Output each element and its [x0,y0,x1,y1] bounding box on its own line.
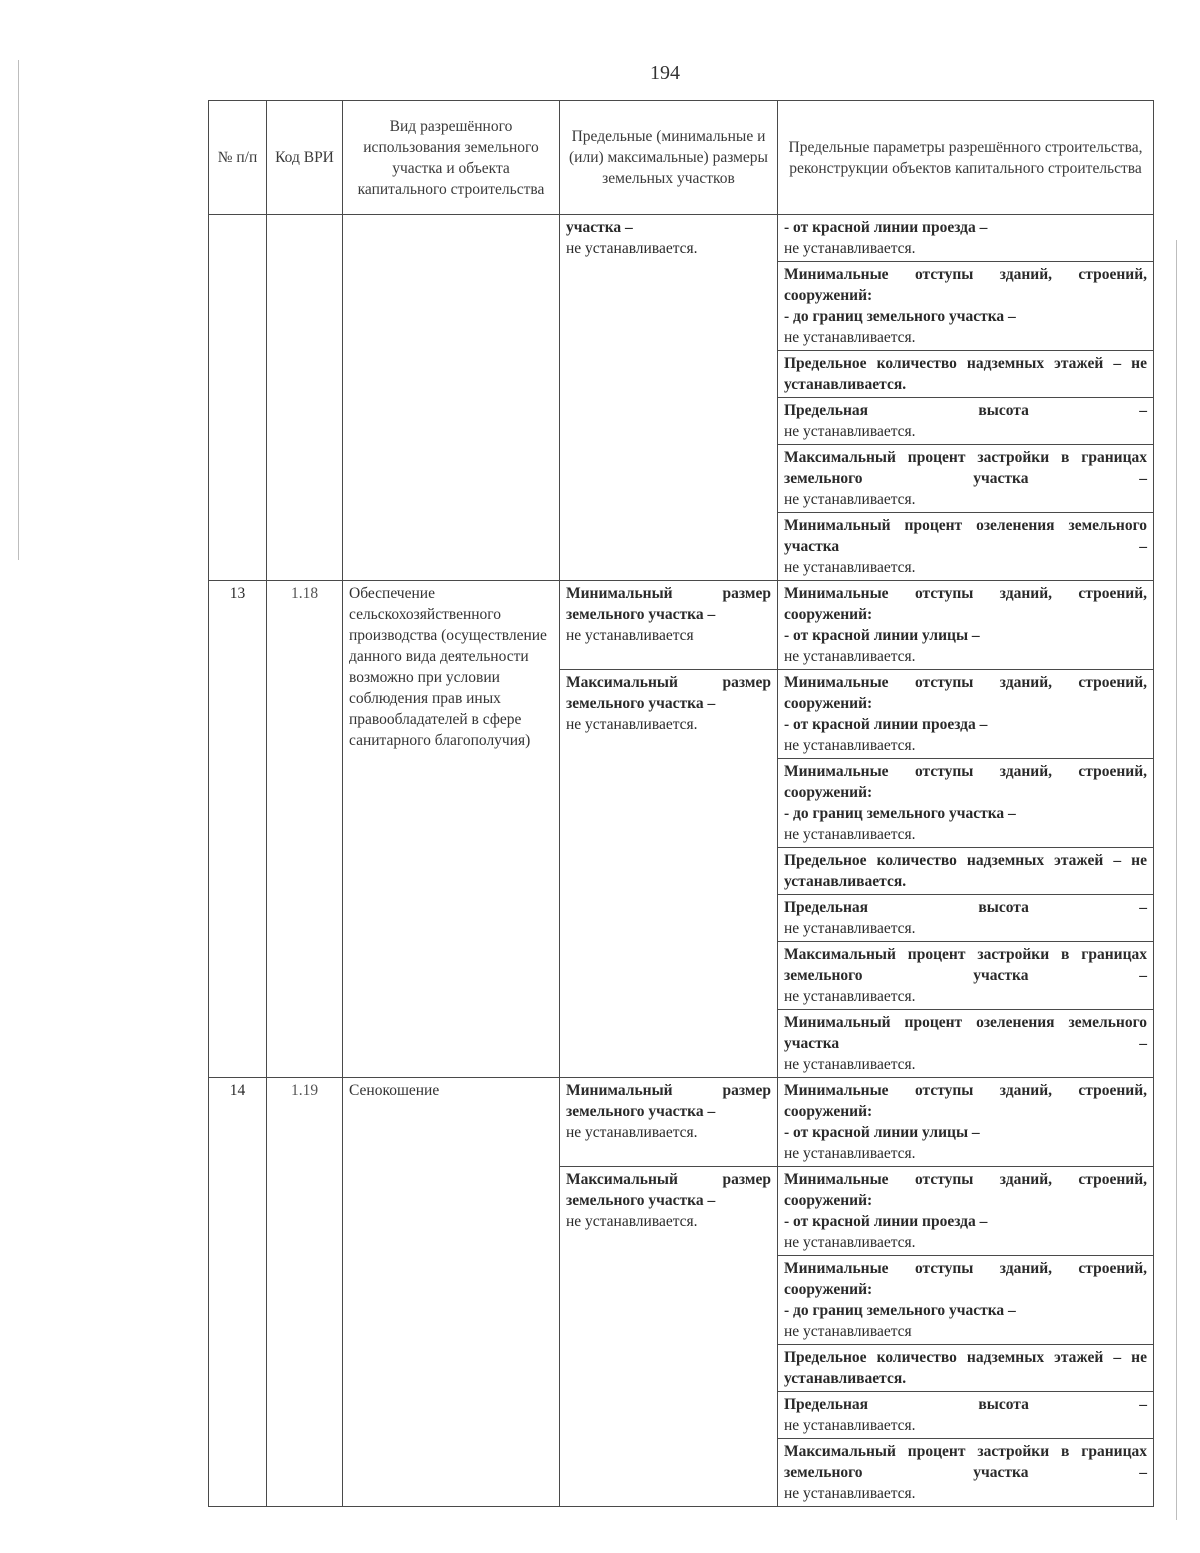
param-value: не устанавливается [784,1323,912,1340]
param-cell [778,513,1154,581]
param-value: не устанавливается. [784,1417,916,1434]
param-value: не устанавливается. [784,1145,916,1162]
param-title: Минимальные отступы зданий, строений, сооружений: [784,1260,1147,1298]
param-cell [778,1256,1154,1345]
param-cell [778,848,1154,895]
size-value: не устанавливается. [566,1213,698,1230]
table-row [209,581,1154,670]
header-num: № п/п [209,101,267,215]
param-title: Минимальные отступы зданий, строений, сооружений: [784,1171,1147,1209]
param-title: Минимальный процент озеленения земельного участка – [784,1014,1147,1052]
cont-code-cell [267,215,343,581]
size-cell [560,670,778,1078]
row-num-cell: 14 [209,1078,267,1507]
param-title: Предельная высота – [784,402,1147,419]
param-cell [778,1392,1154,1439]
param-value: не устанавливается. [784,559,916,576]
param-detail: - от красной линии улицы – [784,1124,980,1141]
param-cell [778,1167,1154,1256]
size-cell [560,1167,778,1507]
header-params: Предельные параметры разрешённого строительства, реконструкции объектов капитального строительства [778,101,1154,215]
param-cell [778,895,1154,942]
param-value: не устанавливается. [784,1234,916,1251]
param-title: Минимальные отступы зданий, строений, сооружений: [784,266,1147,304]
size-value: не устанавливается [566,627,694,644]
cont-kind-cell [343,215,560,581]
param-value: не устанавливается. [784,329,916,346]
size-value: не устанавливается. [566,1124,698,1141]
param-cell [778,581,1154,670]
size-title: Максимальный размер земельного участка – [566,1171,771,1209]
header-code: Код ВРИ [267,101,343,215]
param-value: не устанавливается. [784,648,916,665]
param-cell [778,1010,1154,1078]
param-cell [778,942,1154,1010]
header-kind: Вид разрешённого использования земельного участка и объекта капитального строительства [343,101,560,215]
param-cell [778,670,1154,759]
param-cell [778,1078,1154,1167]
param-title: Максимальный процент застройки в границах земельного участка – [784,449,1147,487]
size-title: участка – [566,219,633,236]
row-num-cell: 13 [209,581,267,1078]
param-cell [778,1345,1154,1392]
param-value: не устанавливается. [784,423,916,440]
header-sizes: Предельные (минимальные и (или) максимальные) размеры земельных участков [560,101,778,215]
size-value: не устанавливается. [566,716,698,733]
param-cell [778,398,1154,445]
row-code-cell: 1.18 [267,581,343,1078]
table-body [209,215,1154,1507]
param-detail: - от красной линии проезда – [784,1213,988,1230]
param-title: Минимальный процент озеленения земельного участка – [784,517,1147,555]
param-title: Предельная высота – [784,1396,1147,1413]
param-detail: - от красной линии проезда – [784,219,988,236]
param-value: не устанавливается. [784,920,916,937]
param-cell [778,351,1154,398]
size-title: Максимальный размер земельного участка – [566,674,771,712]
param-value: не устанавливается. [784,988,916,1005]
param-detail: - от красной линии проезда – [784,716,988,733]
size-cell [560,581,778,670]
param-title: Минимальные отступы зданий, строений, сооружений: [784,674,1147,712]
param-value: не устанавливается. [784,240,916,257]
scan-edge-mark [1176,240,1177,1520]
row-kind-cell: Сенокошение [343,1078,560,1507]
param-cell [778,215,1154,262]
param-title: Минимальные отступы зданий, строений, сооружений: [784,763,1147,801]
row-code-cell: 1.19 [267,1078,343,1507]
param-value: не устанавливается. [784,1485,916,1502]
row-kind-cell: Обеспечение сельскохозяйственного производства (осуществление данного вида деятельности возможно при условии соблюдения прав иных правообладателей в сфере санитарного благополучия) [343,581,560,1078]
param-detail: - до границ земельного участка – [784,308,1016,325]
param-value: не устанавливается. [784,491,916,508]
param-cell [778,1439,1154,1507]
land-use-table [208,100,1154,1507]
param-value: не устанавливается. [784,737,916,754]
table-row [209,215,1154,262]
param-cell [778,262,1154,351]
cont-num-cell [209,215,267,581]
param-detail: - до границ земельного участка – [784,805,1016,822]
param-detail: - до границ земельного участка – [784,1302,1016,1319]
param-detail: - от красной линии улицы – [784,627,980,644]
param-title: Максимальный процент застройки в границах земельного участка – [784,1443,1147,1481]
size-value: не устанавливается. [566,240,698,257]
page-number: 194 [650,62,680,84]
param-value: не устанавливается. [784,1056,916,1073]
cont-size-cell [560,215,778,581]
param-cell [778,445,1154,513]
param-value: не устанавливается. [784,826,916,843]
size-title: Минимальный размер земельного участка – [566,585,771,623]
param-title: Минимальные отступы зданий, строений, сооружений: [784,585,1147,623]
param-title: Предельное количество надземных этажей – не устанавливается. [784,355,1147,393]
param-title: Предельное количество надземных этажей – не устанавливается. [784,852,1147,890]
param-title: Предельное количество надземных этажей – не устанавливается. [784,1349,1147,1387]
size-cell [560,1078,778,1167]
param-cell [778,759,1154,848]
table-header-row [209,101,1154,215]
param-title: Предельная высота – [784,899,1147,916]
table-row [209,1078,1154,1167]
param-title: Максимальный процент застройки в границах земельного участка – [784,946,1147,984]
size-title: Минимальный размер земельного участка – [566,1082,771,1120]
param-title: Минимальные отступы зданий, строений, сооружений: [784,1082,1147,1120]
scan-edge-mark [18,60,19,560]
